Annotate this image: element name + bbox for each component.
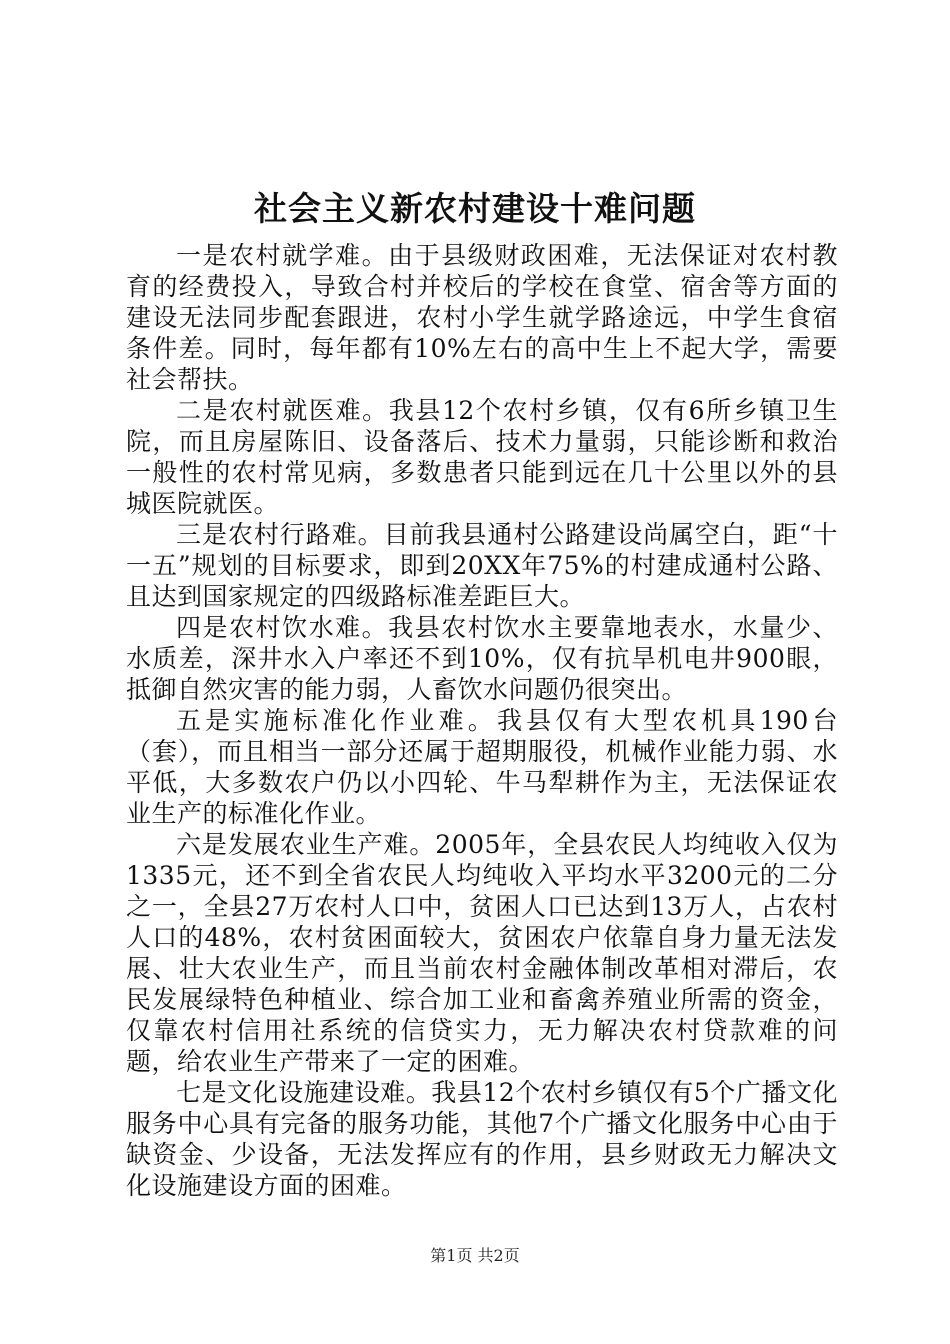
paragraph-7: 七是文化设施建设难。我县12个农村乡镇仅有5个广播文化服务中心具有完备的服务功能，其他7个广播文化服务中心由于缺资金、少设备，无法发挥应有的作用，县乡财政无力解决文化设施建设方面的困难。 [126,1078,838,1200]
page-footer: 第1页 共2页 [430,1246,520,1265]
paragraph-3: 三是农村行路难。目前我县通村公路建设尚属空白，距“十一五”规划的目标要求，即到20XX年75%的村建成通村公路、且达到国家规定的四级路标准差距巨大。 [126,520,838,611]
document-title: 社会主义新农村建设十难问题 [254,189,696,228]
paragraph-2: 二是农村就医难。我县12个农村乡镇，仅有6所乡镇卫生院，而且房屋陈旧、设备落后、技术力量弱，只能诊断和救治一般性的农村常见病，多数患者只能到远在几十公里以外的县城医院就医。 [126,396,838,518]
paragraph-5: 五是实施标准化作业难。我县仅有大型农机具190台（套），而且相当一部分还属于超期服役，机械作业能力弱、水平低，大多数农户仍以小四轮、牛马犁耕作为主，无法保证农业生产的标准化作业。 [126,706,838,828]
paragraph-1: 一是农村就学难。由于县级财政困难，无法保证对农村教育的经费投入，导致合村并校后的学校在食堂、宿舍等方面的建设无法同步配套跟进，农村小学生就学路途远，中学生食宿条件差。同时，每年都有10%左右的高中生上不起大学，需要社会帮扶。 [126,241,838,394]
paragraph-6: 六是发展农业生产难。2005年，全县农民人均纯收入仅为1335元，还不到全省农民人均纯收入平均水平3200元的二分之一，全县27万农村人口中，贫困人口已达到13万人，占农村人口的48%，农村贫困面较大，贫困农户依靠自身力量无法发展、壮大农业生产，而且当前农村金融体制改革相对滞后，农民发展绿特色种植业、综合加工业和畜禽养殖业所需的资金，仅靠农村信用社系统的信贷实力，无力解决农村贷款难的问题，给农业生产带来了一定的困难。 [126,830,838,1076]
document-body [126,240,838,1201]
paragraph-4: 四是农村饮水难。我县农村饮水主要靠地表水，水量少、水质差，深井水入户率还不到10%，仅有抗旱机电井900眼，抵御自然灾害的能力弱，人畜饮水问题仍很突出。 [126,613,838,704]
